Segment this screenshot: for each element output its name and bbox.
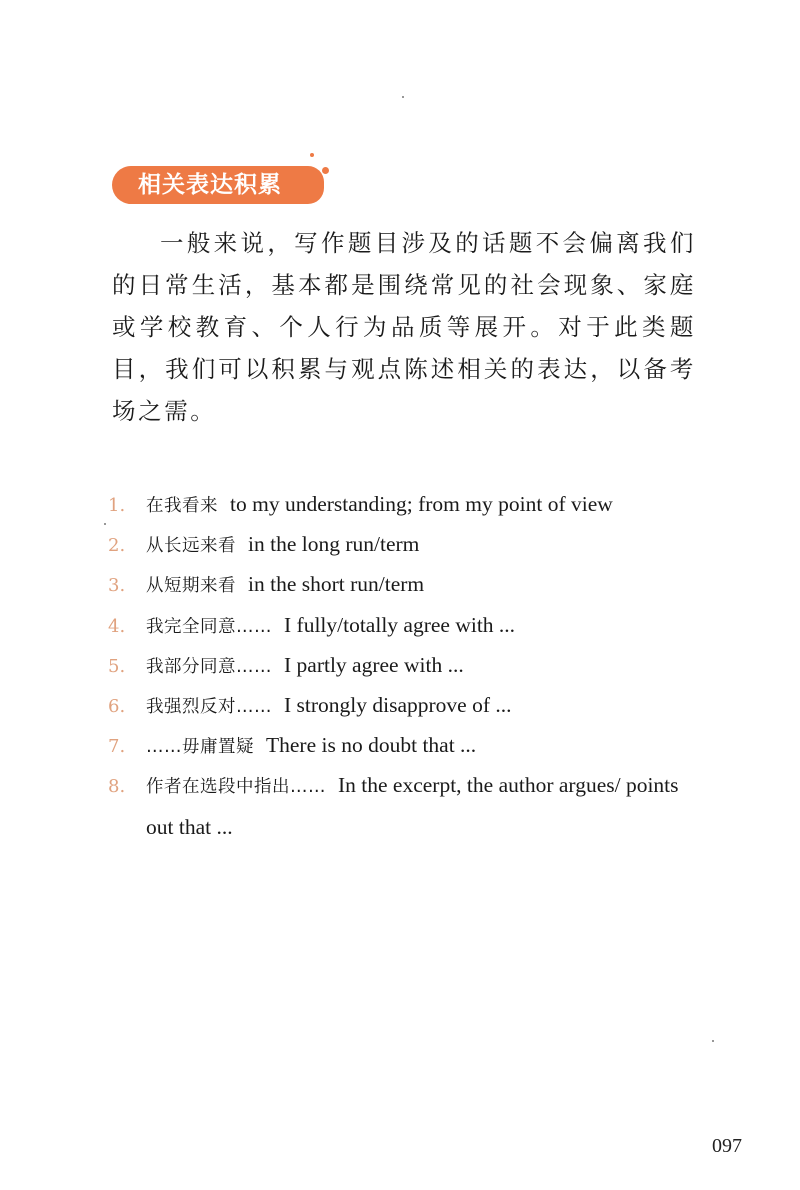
list-item xyxy=(108,484,708,524)
english-phrase: in the long run/term xyxy=(248,532,420,557)
list-item xyxy=(108,524,708,564)
decorative-dot xyxy=(310,153,314,157)
item-number: 1. xyxy=(108,495,126,516)
english-phrase: to my understanding; from my point of view xyxy=(230,492,613,516)
page-number: 097 xyxy=(712,1135,742,1157)
item-number: 8. xyxy=(108,776,126,798)
chinese-phrase: 我强烈反对…… xyxy=(146,696,272,717)
list-item xyxy=(108,645,708,685)
item-number: 5. xyxy=(108,655,126,677)
english-phrase: In the excerpt, the author argues/ points out that ... xyxy=(146,773,679,840)
list-item xyxy=(108,765,708,847)
intro-paragraph: 一般来说，写作题目涉及的话题不会偏离我们的日常生活，基本都是围绕常见的社会现象、家庭或学校教育、个人行为品质等展开。对于此类题目，我们可以积累与观点陈述相关的表达，以备考场之需。 xyxy=(112,229,696,425)
english-phrase: I strongly disapprove of ... xyxy=(284,692,512,717)
chinese-phrase: 作者在选段中指出…… xyxy=(146,777,326,798)
list-item xyxy=(108,685,708,725)
chinese-phrase: 我部分同意…… xyxy=(146,656,272,677)
chinese-phrase: 在我看来 xyxy=(146,496,218,516)
item-number: 2. xyxy=(108,535,126,557)
section-title-tag xyxy=(112,166,324,204)
print-speck xyxy=(712,1040,714,1042)
chinese-phrase: 从短期来看 xyxy=(146,576,236,597)
english-phrase: in the short run/term xyxy=(248,572,425,597)
item-number: 3. xyxy=(108,575,126,597)
chinese-phrase: ……毋庸置疑 xyxy=(146,737,254,758)
english-phrase: I partly agree with ... xyxy=(284,652,464,677)
english-phrase: I fully/totally agree with ... xyxy=(284,612,516,637)
item-number: 4. xyxy=(108,615,126,637)
list-item xyxy=(108,725,708,765)
item-number: 7. xyxy=(108,736,126,758)
section-title: 相关表达积累 xyxy=(138,171,282,198)
print-speck xyxy=(104,523,106,525)
list-item xyxy=(108,564,708,604)
list-item xyxy=(108,605,708,645)
print-speck xyxy=(402,96,404,98)
english-phrase: There is no doubt that ... xyxy=(266,733,477,758)
decorative-dot xyxy=(322,167,329,174)
chinese-phrase: 从长远来看 xyxy=(146,536,236,557)
chinese-phrase: 我完全同意…… xyxy=(146,616,272,637)
item-number: 6. xyxy=(108,695,126,717)
expression-list xyxy=(108,484,708,847)
